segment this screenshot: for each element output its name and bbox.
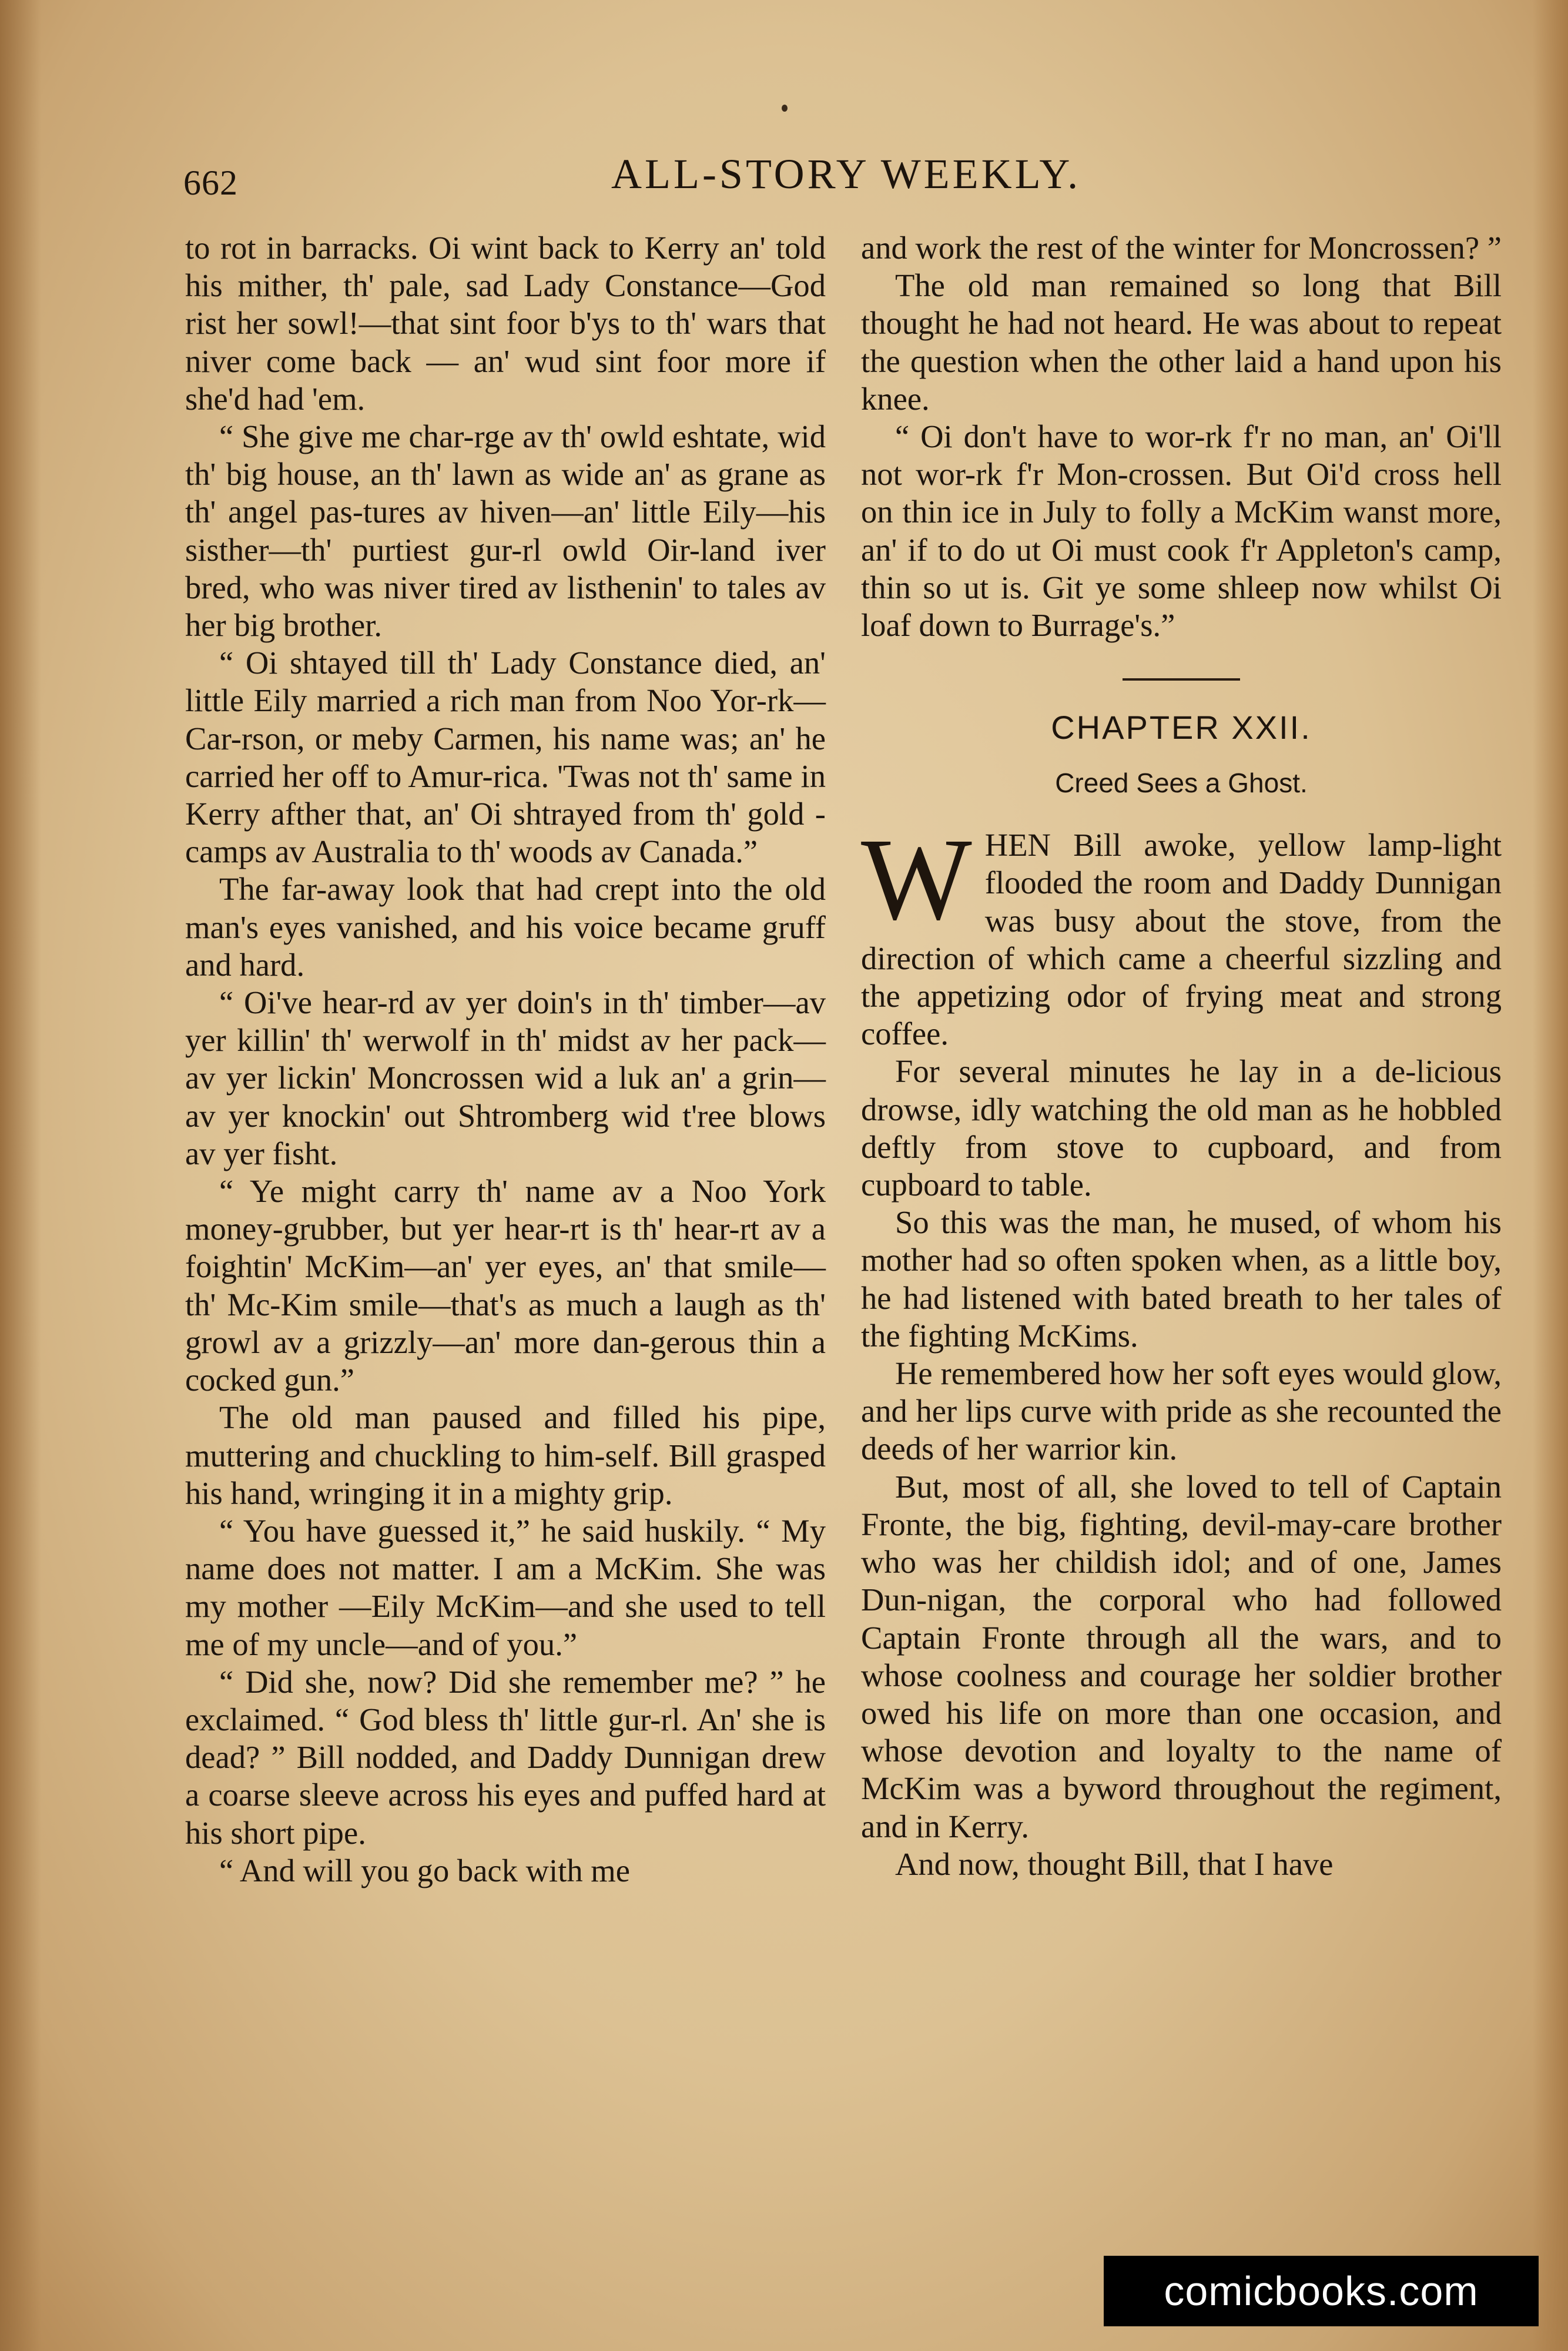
chapter-opening-paragraph: [861, 815, 1502, 1053]
ink-dot: [782, 105, 788, 112]
paragraph: The old man remained so long that Bill thought he had not heard. He was about to repeat the question when the other laid a hand upon his knee.: [861, 267, 1502, 417]
paragraph: “ Oi shtayed till th' Lady Constance died, an' little Eily married a rich man from Noo Yor-rk—Car-rson, or meby Carmen, his name was; an' he carried her off to Amur-rica. 'Twas not th' same in Kerry afther that, an' Oi shtrayed from th' gold - camps av Australia to th' woods av Canada.”: [185, 645, 826, 870]
paragraph: But, most of all, she loved to tell of Captain Fronte, the big, fighting, devil-may-care brother who was her childish idol; and of one, James Dun-nigan, the corporal who had followed Captain Fronte through all the wars, and to whose coolness and courage her soldier brother owed his life on more than one occasion, and whose devotion and loyalty to the name of McKim was a byword throughout the regiment, and in Kerry.: [861, 1468, 1502, 1844]
section-divider: [1123, 678, 1240, 681]
page-number: 662: [183, 163, 238, 202]
paragraph: The far-away look that had crept into the old man's eyes vanished, and his voice became gruff and hard.: [185, 871, 826, 983]
paragraph: “ She give me char-rge av th' owld eshtate, wid th' big house, an th' lawn as wide an' as grane as th' angel pas-tures av hiven—an' little Eily—his sisther—th' purtiest gur-rl owld Oir-land iver bred, who was niver tired av listhenin' to tales av her big brother.: [185, 418, 826, 644]
paragraph: “ And will you go back with me: [219, 1852, 631, 1888]
paragraph: So this was the man, he mused, of whom his mother had so often spoken when, as a little boy, he had listened with bated breath to her tales of the fighting McKims.: [861, 1204, 1502, 1354]
paragraph: “ You have guessed it,” he said huskily. “ My name does not matter. I am a McKim. She was my mother —Eily McKim—and she used to tell me of my uncle—and of you.”: [185, 1512, 826, 1662]
paragraph: “ Ye might carry th' name av a Noo York money-grubber, but yer hear-rt is th' hear-rt av a foightin' McKim—an' yer eyes, an' that smile—th' Mc-Kim smile—that's as much a laugh as th' growl av a grizzly—an' more dan-gerous thin a cocked gun.”: [185, 1173, 826, 1398]
page-header: [176, 150, 1516, 209]
paragraph: He remembered how her soft eyes would glow, and her lips curve with pride as she recounted the deeds of her warrior kin.: [861, 1355, 1502, 1467]
chapter-subtitle: Creed Sees a Ghost.: [1055, 768, 1308, 799]
opening-text: HEN Bill awoke, yellow lamp-light flooded the room and Daddy Dunnigan was busy about the stove, from the direction of which came a cheerful sizzling and the appetizing odor of frying meat and strong coffee.: [861, 827, 1502, 1052]
paragraph: “ Did she, now? Did she remember me? ” he exclaimed. “ God bless th' little gur-rl. An' she is dead? ” Bill nodded, and Daddy Dunnigan drew a coarse sleeve across his eyes and puffed hard at his short pipe.: [185, 1663, 826, 1851]
page-edge-left: [0, 0, 41, 2351]
right-column: [861, 229, 1502, 1883]
watermark: comicbooks.com: [1104, 2256, 1539, 2326]
page-edge-right: [1533, 0, 1568, 2351]
paragraph: “ Oi don't have to wor-rk f'r no man, an' Oi'll not wor-rk f'r Mon-crossen. But Oi'd cross hell on thin ice in July to folly a McKim wanst more, an' if to do ut Oi must cook f'r Appleton's camp, thin so ut is. Git ye some shleep now whilst Oi loaf down to Burrage's.”: [861, 418, 1502, 644]
paragraph: and work the rest of the winter for Moncrossen? ”: [861, 230, 1502, 266]
chapter-title: CHAPTER XXII.: [1051, 709, 1312, 746]
running-title: ALL-STORY WEEKLY.: [611, 150, 1081, 197]
paragraph: “ Oi've hear-rd av yer doin's in th' timber—av yer killin' th' werwolf in th' midst av her pack—av yer lickin' Moncrossen wid a luk an' a grin—av yer knockin' out Shtromberg wid t'ree blows av yer fisht.: [185, 984, 826, 1171]
paragraph: For several minutes he lay in a de-licious drowse, idly watching the old man as he hobbled deftly from stove to cupboard, and from cupboard to table.: [861, 1053, 1502, 1203]
paragraph: The old man paused and filled his pipe, muttering and chuckling to him-self. Bill grasped his hand, wringing it in a mighty grip.: [185, 1399, 826, 1511]
left-column: [185, 229, 826, 1890]
drop-cap: W: [861, 815, 972, 945]
paragraph: to rot in barracks. Oi wint back to Kerry an' told his mither, th' pale, sad Lady Constance—God rist her sowl!—that sint foor b'ys to th' wars that niver come back — an' wud sint foor more if she'd had 'em.: [185, 230, 826, 417]
paragraph: And now, thought Bill, that I have: [895, 1846, 1334, 1882]
